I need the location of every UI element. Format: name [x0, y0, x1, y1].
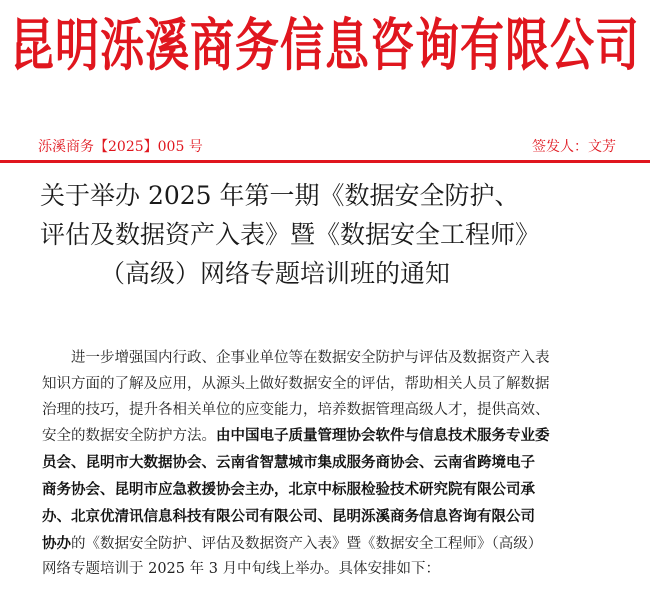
body-line-8-bold: 协办 — [42, 534, 71, 552]
body-line-4 — [42, 423, 610, 450]
title-line-2: 评估及数据资产入表》暨《数据安全工程师》 — [40, 220, 541, 249]
title-line-1: 关于举办 2025 年第一期《数据安全防护、 — [40, 181, 520, 210]
document-meta — [38, 136, 616, 158]
body-line-3: 治理的技巧，提升各相关单位的应变能力，培养数据管理高级人才，提供高效、 — [42, 401, 550, 418]
body-line-5 — [42, 450, 610, 477]
body-line-6-bold: 商务协会、昆明市应急救援协会主办，北京中标服检验技术研究院有限公司承 — [42, 480, 535, 498]
body-line-5-bold: 员会、昆明市大数据协会、云南省智慧城市集成服务商协会、云南省跨境电子 — [42, 454, 535, 472]
red-divider-line — [0, 160, 650, 163]
signer: 签发人：文芳 — [532, 139, 616, 155]
body-line-6 — [42, 477, 610, 504]
body-line-7-bold: 办、北京优清讯信息科技有限公司有限公司、昆明泺溪商务信息咨询有限公司 — [42, 507, 535, 525]
notice-body — [42, 346, 610, 583]
company-masthead: 昆明泺溪商务信息咨询有限公司 — [10, 13, 640, 79]
body-line-8 — [42, 531, 610, 558]
body-line-1: 进一步增强国内行政、企事业单位等在数据安全防护与评估及数据资产入表 — [71, 350, 550, 366]
title-line-3: （高级）网络专题培训班的通知 — [100, 259, 451, 288]
notice-title — [0, 176, 650, 293]
body-line-8-normal: 的《数据安全防护、评估及数据资产入表》暨《数据安全工程师》（高级） — [71, 535, 543, 552]
document-number: 泺溪商务【2025】005 号 — [38, 139, 203, 155]
body-line-4-normal: 安全的数据安全防护方法。 — [42, 428, 216, 445]
body-line-4-bold: 由中国电子质量管理协会软件与信息技术服务专业委 — [216, 427, 550, 445]
body-line-2: 知识方面的了解及应用，从源头上做好数据安全的评估，帮助相关人员了解数据 — [42, 375, 550, 392]
body-line-7 — [42, 504, 610, 531]
body-line-9: 网络专题培训于 2025 年 3 月中旬线上举办。具体安排如下： — [42, 561, 441, 578]
